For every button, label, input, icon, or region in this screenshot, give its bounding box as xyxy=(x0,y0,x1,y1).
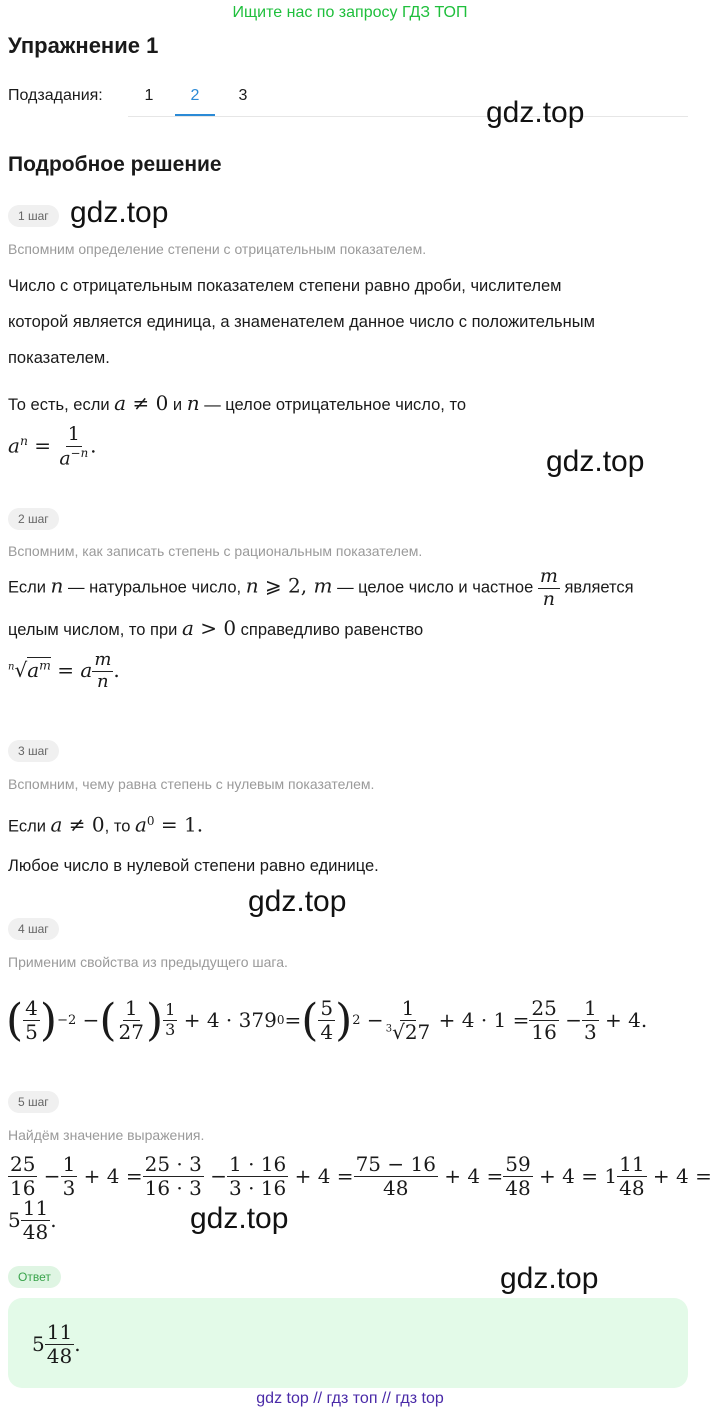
subtask-tab-3[interactable]: 3 xyxy=(238,87,248,104)
watermark: gdz.top xyxy=(486,96,585,129)
step-badge: 4 шаг xyxy=(8,918,59,940)
formula-root-exponent: $^n√a^m = a$ $^{\frac{m}{n}}$ . xyxy=(8,649,120,692)
step-badge: 2 шаг xyxy=(8,508,59,530)
promo-banner: Ищите нас по запросу ГДЗ ТОП xyxy=(232,4,468,21)
step-hint: Найдём значение выражения. xyxy=(8,1127,205,1143)
step-hint: Применим свойства из предыдущего шага. xyxy=(8,954,288,970)
watermark: gdz.top xyxy=(248,885,347,918)
step-hint: Вспомним определение степени с отрицательным показателем. xyxy=(8,241,427,257)
step-text: которой является единица, а знаменателем данное число с положительным xyxy=(8,313,595,331)
step5-equation-line1: $\frac{25}{16}$ − $\frac{1}{3}$ + 4 = $\frac{25 \cdot 3}{16 \cdot 3}$ − $\frac{1 \cdot 16}{3 \cdot 16}$ + 4 = $\frac{75 - 16}{48}$ + 4 = $\frac{59}{48}$ + 4 = 1 $\frac{11}{48}$ + 4 = xyxy=(10,1151,712,1200)
active-tab-indicator xyxy=(175,114,215,116)
step-text-condition: То есть, если a ≠ 0 и n — целое отрицательное число, то xyxy=(8,391,467,415)
step-badge: 3 шаг xyxy=(8,740,59,762)
step-badge: 5 шаг xyxy=(8,1091,59,1113)
watermark: gdz.top xyxy=(546,445,645,478)
step-badge: 1 шаг xyxy=(8,205,59,227)
tabs-divider xyxy=(128,116,688,117)
step-text: показателем. xyxy=(8,349,110,367)
answer-badge: Ответ xyxy=(8,1266,61,1288)
step-hint: Вспомним, чему равна степень с нулевым показателем. xyxy=(8,776,375,792)
step-text: Если n — натуральное число, n ⩾ 2, m — целое число и частное $\frac{m}{n}$ является xyxy=(8,565,634,610)
answer-value: 5 $\frac{11}{48}$ . xyxy=(32,1319,81,1368)
step-hint: Вспомним, как записать степень с рациональным показателем. xyxy=(8,543,423,559)
watermark: gdz.top xyxy=(500,1262,599,1295)
step-text: Если a ≠ 0, то $a^0 = 1$. xyxy=(8,812,204,837)
footer-links[interactable]: gdz top // гдз топ // гдз top xyxy=(256,1390,444,1407)
step-text: целым числом, то при a > 0 справедливо равенство xyxy=(8,616,424,640)
step-text: Любое число в нулевой степени равно единице. xyxy=(8,857,379,875)
step5-equation-line2: 5 $\frac{11}{48}$ . xyxy=(8,1195,57,1244)
step4-equation: ( $\frac{4}{5}$ ) −2 − ( $\frac{1}{27}$ ) $\frac{1}{3}$ + 4 · 379 0 = ( $\frac{5}{4}$ ) 2 − $\frac{1}{^3√27}$ + 4 · 1 = $\frac{25}{16}$ − $\frac{1}{3}$ + 4. xyxy=(6,994,648,1046)
exercise-title: Упражнение 1 xyxy=(8,33,159,58)
solution-title: Подробное решение xyxy=(8,153,222,176)
formula-negative-exponent: $a^n$ = $\frac{1}{a^{-n}}$ . xyxy=(8,423,97,470)
step-text: Число с отрицательным показателем степени равно дроби, числителем xyxy=(8,277,562,295)
watermark: gdz.top xyxy=(70,196,169,229)
subtasks-label: Подзадания: xyxy=(8,87,103,104)
watermark: gdz.top xyxy=(190,1202,289,1235)
answer-box xyxy=(8,1298,688,1388)
subtask-tab-2[interactable]: 2 xyxy=(190,87,200,104)
subtask-tab-1[interactable]: 1 xyxy=(144,87,154,104)
